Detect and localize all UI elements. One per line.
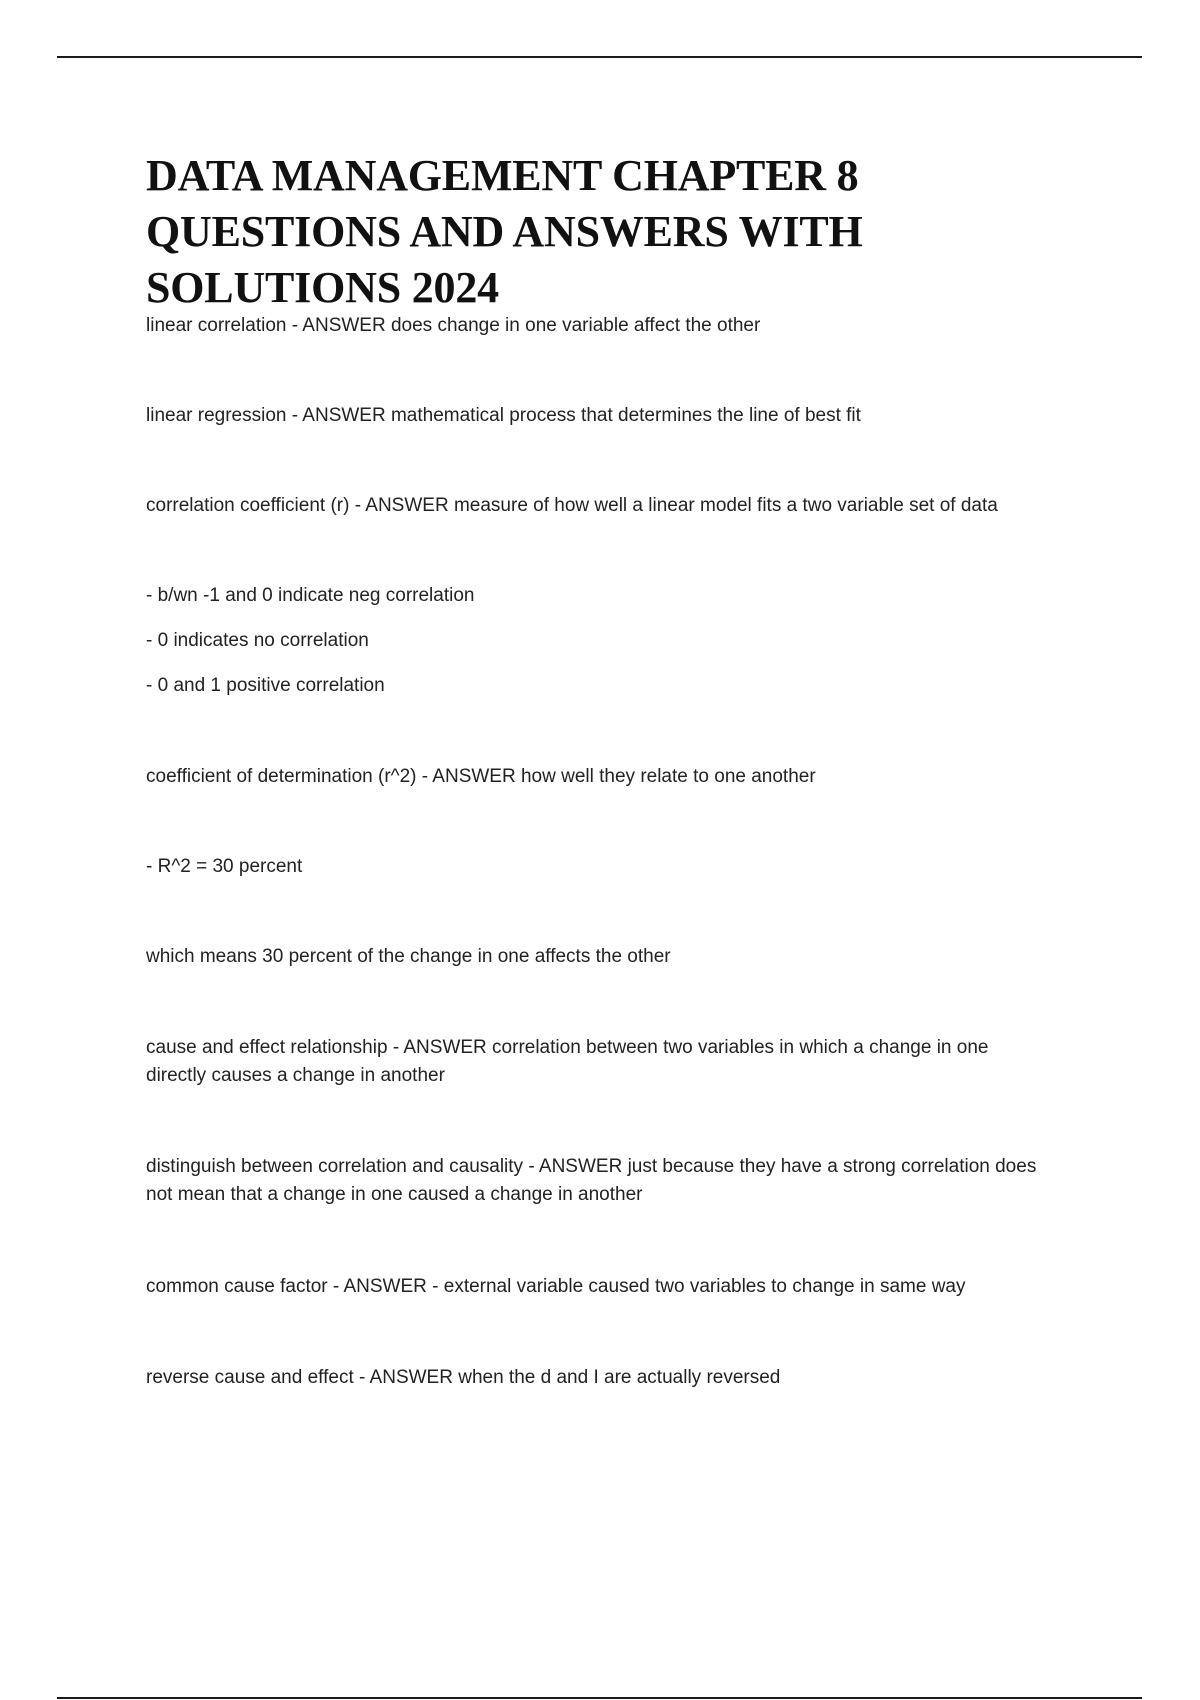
entry-detail-negative: - b/wn -1 and 0 indicate neg correlation bbox=[146, 585, 475, 606]
entry-detail-meaning: which means 30 percent of the change in one affects the other bbox=[146, 946, 671, 967]
entry-distinguish-line-2: not mean that a change in one caused a change in another bbox=[146, 1184, 643, 1205]
entry-detail-r2: - R^2 = 30 percent bbox=[146, 856, 303, 877]
title-line-1: DATA MANAGEMENT CHAPTER 8 bbox=[146, 151, 859, 200]
top-rule bbox=[57, 56, 1142, 58]
entry-correlation-coefficient: correlation coefficient (r) - ANSWER measure of how well a linear model fits a two variable set of data bbox=[146, 495, 998, 516]
bottom-rule bbox=[57, 1697, 1142, 1699]
entry-coefficient-determination: coefficient of determination (r^2) - ANSWER how well they relate to one another bbox=[146, 766, 816, 787]
entry-linear-correlation: linear correlation - ANSWER does change in one variable affect the other bbox=[146, 315, 761, 336]
document-header bbox=[146, 148, 1096, 316]
title-line-2: QUESTIONS AND ANSWERS WITH bbox=[146, 207, 863, 256]
page-title bbox=[146, 148, 1096, 316]
entry-distinguish-line-1: distinguish between correlation and causality - ANSWER just because they have a strong correlation does bbox=[146, 1156, 1037, 1177]
entry-reverse-cause: reverse cause and effect - ANSWER when the d and I are actually reversed bbox=[146, 1367, 781, 1388]
entry-detail-positive: - 0 and 1 positive correlation bbox=[146, 675, 385, 696]
title-line-3: SOLUTIONS 2024 bbox=[146, 263, 499, 312]
entry-cause-effect-line-1: cause and effect relationship - ANSWER correlation between two variables in which a change in one bbox=[146, 1037, 989, 1058]
entry-linear-regression: linear regression - ANSWER mathematical process that determines the line of best fit bbox=[146, 405, 861, 426]
entry-common-cause: common cause factor - ANSWER - external variable caused two variables to change in same way bbox=[146, 1276, 966, 1297]
entry-detail-none: - 0 indicates no correlation bbox=[146, 630, 369, 651]
entry-cause-effect-line-2: directly causes a change in another bbox=[146, 1065, 445, 1086]
